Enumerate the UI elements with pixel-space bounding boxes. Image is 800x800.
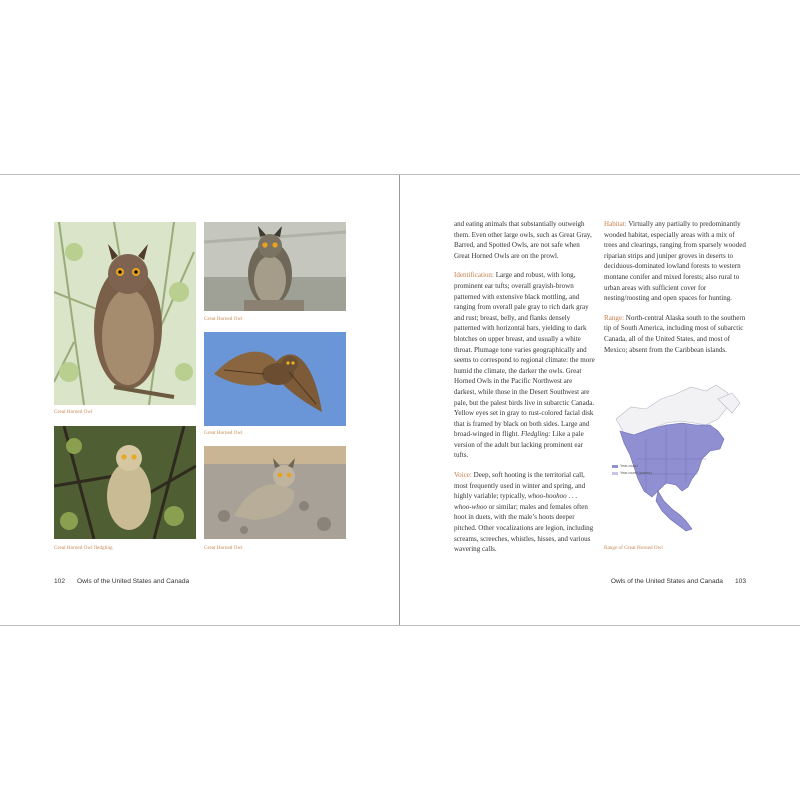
right-page [400, 175, 800, 625]
page-number: 102 [54, 578, 66, 585]
page-footer-left [54, 578, 189, 585]
photo-owl-on-stump [204, 222, 346, 311]
legend-swatch-yearround [612, 465, 618, 468]
text-column-2 [604, 219, 746, 364]
photo-caption: Great Horned Owl [204, 545, 243, 551]
fledgling-label: Fledgling: [520, 430, 551, 439]
photo-caption: Great Horned Owl [204, 430, 243, 436]
photo-owl-perched-branches [54, 222, 196, 405]
running-title: Owls of the United States and Canada [610, 578, 723, 585]
book-spread [0, 174, 800, 626]
text-column-1 [454, 219, 596, 564]
running-title: Owls of the United States and Canada [77, 578, 190, 585]
intro-paragraph: and eating animals that substantially outweigh them. Even other large owls, such as Great Gray, Barred, and Spotted Owls, are not safe when Great Horned Owls are on the prowl. [454, 220, 592, 260]
page-number: 103 [734, 578, 746, 585]
photo-caption: Great Horned Owl [54, 409, 93, 415]
range-paragraph: Range: North-central Alaska south to the southern tip of South America, including most of subarctic Canada, all of the United States, and most of Mexico; absent from the Caribbean islands. [604, 313, 746, 354]
legend-swatch-sparse [612, 472, 618, 475]
call-transcription: whoo-hoohoo . . . whoo-whoo [454, 492, 578, 511]
map-caption: Range of Great Horned Owl [604, 545, 663, 551]
voice-paragraph: Voice: Deep, soft hooting is the territorial call, most frequently used in winter and spring, and highly variable; typically, whoo-hoohoo . . . whoo-whoo or similar; males and females often hoot in duets, with the male’s hoots deeper pitched. Other vocalizations are legion, including screams, screeches, whistles, hisses, and various wavering calls. [454, 471, 594, 554]
photo-owl-fledgling [54, 426, 196, 539]
habitat-heading: Habitat: [604, 220, 627, 228]
left-page [0, 175, 400, 625]
legend-label-sparse: Year-round (sparse) [620, 471, 652, 475]
photo-caption: Great Horned Owl fledgling [54, 545, 113, 551]
legend-label-yearround: Year-round [620, 464, 638, 468]
page-footer-right [611, 578, 746, 585]
photo-owl-in-flight [204, 332, 346, 426]
photo-owl-on-ground [204, 446, 346, 539]
identification-paragraph: Identification: Large and robust, with long, prominent ear tufts; overall grayish-brown patterned with extensive black mottling, and ranging from overall pale gray to rich dark gray and rust; breast, belly, and flanks densely patterned with horizontal bars, yielding to dark blotches on upper breast, and usually a white throat. Plumage tone varies geographically and seems to correspond to regional climate: the more humid the climate, the darker the owls. Great Horned Owls in the Pacific Northwest are darkest, while those in the Desert Southwest are pale, but the palest birds live in subarctic Canada. Yellow eyes set in gray to rust-colored facial disk that is framed by black on both sides. Large and broad-winged in flight. Fledgling: Like a pale version of the adult but lacking prominent ear tufts. [454, 271, 595, 460]
identification-heading: Identification: [454, 271, 494, 280]
photo-caption: Great Horned Owl [204, 316, 243, 322]
range-heading: Range: [604, 313, 624, 322]
habitat-paragraph: Habitat: Virtually any partially to predominantly wooded habitat, especially areas with a mix of trees and clearings, ranging from sparsely wooded riparian strips and juniper groves in deserts to deciduous-dominated lowland forests to western montane conifer and mixed forests; also rural to urban areas with sufficient cover for nesting/roosting and open spaces for hunting. [604, 220, 746, 303]
voice-heading: Voice: [454, 471, 472, 480]
range-map [606, 379, 746, 543]
